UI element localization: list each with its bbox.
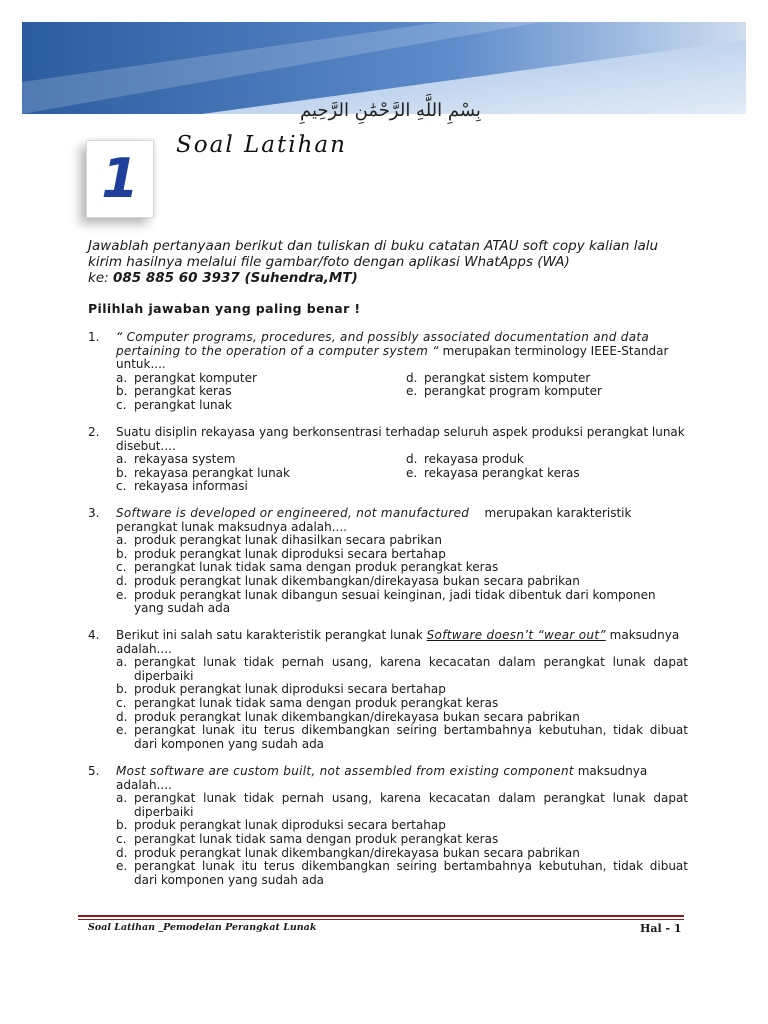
options-grid [116, 453, 688, 494]
question-stem [116, 629, 688, 656]
option-e[interactable] [116, 724, 688, 751]
section-number-box [86, 140, 154, 218]
question-3 [88, 507, 688, 616]
option-letter: d. [116, 709, 128, 724]
option-text: perangkat lunak tidak pernah usang, karena kecacatan dalam perangkat lunak dapat diperbaiki [134, 655, 688, 683]
question-number: 3. [88, 506, 100, 520]
stem-text: merupakan karakteristik perangkat lunak maksudnya adalah.... [116, 506, 636, 534]
option-letter: b. [116, 465, 128, 480]
option-letter: d. [116, 845, 128, 860]
option-letter: c. [116, 695, 127, 710]
footer-rule-thin [78, 919, 684, 920]
option-letter: a. [116, 791, 128, 806]
contact-prefix: ke: [88, 270, 113, 286]
intro-line-1: Jawablah pertanyaan berikut dan tuliskan di buku catatan ATAU soft copy kalian lalu [88, 238, 659, 254]
option-a[interactable] [116, 372, 406, 386]
option-letter: b. [116, 682, 128, 697]
stem-english: “ Computer programs, procedures, and possibly associated documentation and data pertaining to the operation of a computer system “ [116, 330, 650, 358]
contact-number: 085 885 60 3937 (Suhendra,MT) [112, 270, 358, 286]
option-letter: e. [406, 465, 418, 480]
option-text: produk perangkat lunak dibangun sesuai keinginan, jadi tidak dibentuk dari komponen yang sudah ada [134, 587, 656, 616]
option-c[interactable] [116, 697, 688, 711]
option-letter: c. [116, 560, 127, 575]
option-text: perangkat lunak itu terus dikembangkan seiring bertambahnya kebutuhan, tidak dibuat dari komponen yang sudah ada [134, 723, 688, 751]
options-list [116, 534, 688, 616]
option-text: perangkat sistem komputer [424, 370, 591, 385]
option-text: rekayasa system [134, 452, 236, 467]
option-c[interactable] [116, 480, 406, 494]
option-letter: c. [116, 831, 127, 846]
option-text: perangkat lunak tidak sama dengan produk perangkat keras [134, 695, 499, 710]
option-letter: b. [116, 818, 128, 833]
option-letter: d. [116, 573, 128, 588]
option-text: produk perangkat lunak diproduksi secara bertahap [134, 546, 446, 561]
option-a[interactable] [116, 792, 688, 819]
option-text: rekayasa informasi [134, 479, 248, 494]
option-letter: e. [116, 859, 128, 874]
option-letter: b. [116, 384, 128, 399]
option-text: produk perangkat lunak diproduksi secara bertahap [134, 682, 446, 697]
footer-rule-thick [78, 915, 684, 917]
option-a[interactable] [116, 453, 406, 467]
option-letter: e. [116, 587, 128, 602]
footer-doc-title: Soal Latihan _Pemodelan Perangkat Lunak [88, 922, 317, 933]
option-c[interactable] [116, 399, 406, 413]
option-b[interactable] [116, 385, 406, 399]
question-stem [116, 331, 688, 372]
question-2 [88, 426, 688, 494]
option-letter: e. [116, 723, 128, 738]
question-number: 4. [88, 628, 100, 642]
option-letter: d. [406, 452, 418, 467]
options-grid [116, 372, 688, 413]
stem-english: Software is developed or engineered, not manufactured [116, 506, 470, 520]
intro-text [88, 238, 708, 286]
option-letter: c. [116, 397, 127, 412]
option-d[interactable] [116, 711, 688, 725]
option-e[interactable] [116, 589, 688, 616]
option-c[interactable] [116, 561, 688, 575]
bismillah-calligraphy: بِسْمِ اللَّهِ الرَّحْمَٰنِ الرَّحِيمِ [300, 100, 481, 121]
option-letter: a. [116, 533, 128, 548]
option-b[interactable] [116, 467, 406, 481]
option-d[interactable] [116, 575, 688, 589]
option-d[interactable] [116, 847, 688, 861]
option-letter: c. [116, 479, 127, 494]
stem-text-rest: maksudnya adalah.... [116, 628, 680, 656]
page-title: Soal Latihan [176, 132, 347, 158]
option-text: rekayasa perangkat keras [424, 465, 580, 480]
option-text: perangkat lunak [134, 397, 232, 412]
option-b[interactable] [116, 548, 688, 562]
question-number: 5. [88, 764, 100, 778]
option-text: produk perangkat lunak diproduksi secara bertahap [134, 818, 446, 833]
option-text: perangkat program komputer [424, 384, 602, 399]
stem-text: Berikut ini salah satu karakteristik perangkat lunak [116, 628, 427, 642]
option-b[interactable] [116, 819, 688, 833]
intro-line-2: kirim hasilnya melalui file gambar/foto dengan aplikasi WhatApps (WA) [88, 254, 570, 270]
options-list [116, 792, 688, 887]
stem-text: maksudnya adalah.... [116, 764, 648, 792]
option-a[interactable] [116, 534, 688, 548]
question-4 [88, 629, 688, 751]
option-text: perangkat lunak tidak sama dengan produk perangkat keras [134, 831, 499, 846]
option-letter: a. [116, 370, 128, 385]
option-d[interactable] [406, 453, 686, 467]
stem-english: Most software are custom built, not assembled from existing component [116, 764, 574, 778]
option-d[interactable] [406, 372, 686, 386]
option-e[interactable] [406, 385, 686, 399]
option-text: rekayasa produk [424, 452, 524, 467]
option-text: perangkat lunak tidak sama dengan produk perangkat keras [134, 560, 499, 575]
section-number: 1 [101, 147, 139, 210]
question-number: 1. [88, 330, 100, 344]
instruction-text: Pilihlah jawaban yang paling benar ! [88, 301, 361, 316]
question-number: 2. [88, 425, 100, 439]
option-text: perangkat lunak itu terus dikembangkan seiring bertambahnya kebutuhan, tidak dibuat dari komponen yang sudah ada [134, 859, 688, 887]
option-text: produk perangkat lunak dikembangkan/direkayasa bukan secara pabrikan [134, 845, 580, 860]
option-e[interactable] [406, 467, 686, 481]
stem-english: Software doesn’t “wear out” [426, 628, 606, 642]
option-letter: a. [116, 655, 128, 670]
question-5 [88, 765, 688, 887]
question-stem [116, 507, 688, 534]
options-list [116, 656, 688, 751]
question-1 [88, 331, 688, 413]
option-text: perangkat lunak tidak pernah usang, karena kecacatan dalam perangkat lunak dapat diperbaiki [134, 791, 688, 819]
option-text: perangkat keras [134, 384, 232, 399]
option-letter: b. [116, 546, 128, 561]
footer-page-number: Hal - 1 [640, 922, 682, 935]
intro-contact [88, 270, 708, 286]
option-letter: e. [406, 384, 418, 399]
option-a[interactable] [116, 656, 688, 683]
question-stem [116, 765, 688, 792]
option-b[interactable] [116, 683, 688, 697]
option-text: produk perangkat lunak dihasilkan secara pabrikan [134, 533, 442, 548]
option-text: produk perangkat lunak dikembangkan/direkayasa bukan secara pabrikan [134, 709, 580, 724]
option-e[interactable] [116, 860, 688, 887]
option-text: produk perangkat lunak dikembangkan/direkayasa bukan secara pabrikan [134, 573, 580, 588]
stem-text: merupakan terminology IEEE-Standar untuk.... [116, 343, 669, 372]
option-text: rekayasa perangkat lunak [134, 465, 290, 480]
question-stem: Suatu disiplin rekayasa yang berkonsentrasi terhadap seluruh aspek produksi perangkat lunak disebut.... [116, 425, 685, 453]
option-letter: a. [116, 452, 128, 467]
option-c[interactable] [116, 833, 688, 847]
option-letter: d. [406, 370, 418, 385]
option-text: perangkat komputer [134, 370, 257, 385]
